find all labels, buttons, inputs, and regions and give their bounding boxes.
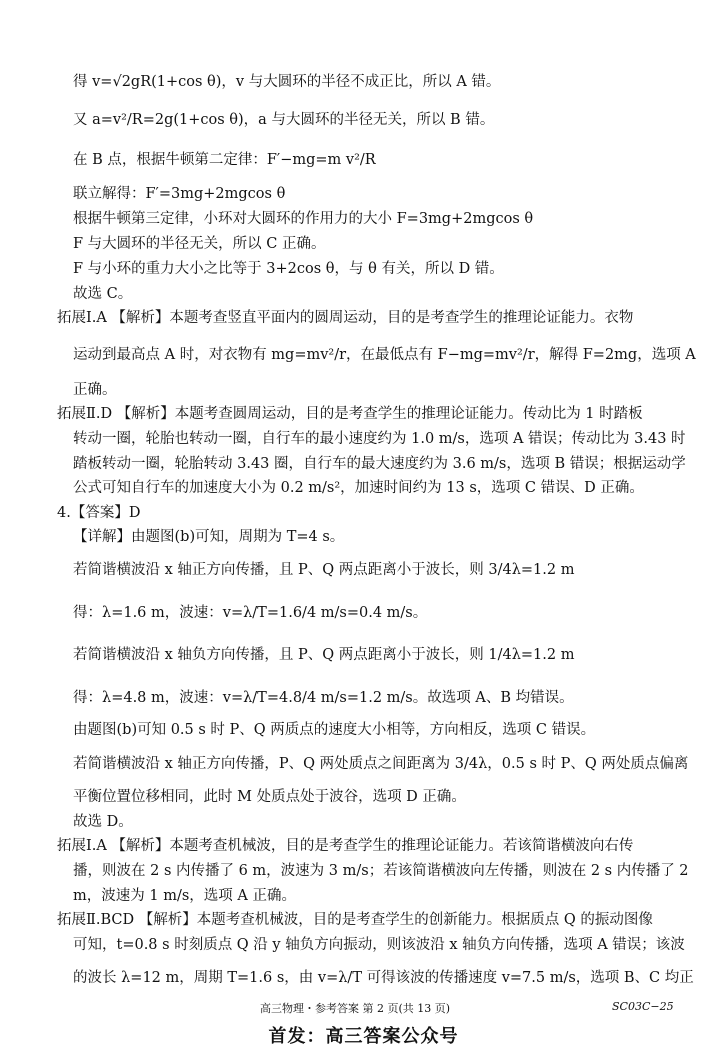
publisher-watermark: 首发：高三答案公众号 [268,1026,459,1047]
text-line: 根据牛顿第三定律，小环对大圆环的作用力的大小 F=3mg+2mgcos θ [73,211,534,227]
text-line: 得：λ=4.8 m，波速：v=λ/T=4.8/4 m/s=1.2 m/s。故选项 A、B 均错误。 [73,690,574,706]
text-line: 【详解】由题图(b)可知，周期为 T=4 s。 [73,529,345,545]
text-line: 公式可知自行车的加速度大小为 0.2 m/s²，加速时间约为 13 s，选项 C 错误、D 正确。 [73,480,644,496]
text-line: 拓展Ⅱ.D 【解析】本题考查圆周运动，目的是考查学生的推理论证能力。传动比为 1 时踏板 [57,406,643,422]
text-line: 的波长 λ=12 m，周期 T=1.6 s，由 v=λ/T 可得该波的传播速度 v=7.5 m/s，选项 B、C 均正 [73,970,694,986]
text-line: 在 B 点，根据牛顿第二定律：F′−mg=m v²/R [73,152,376,168]
text-line: 踏板转动一圈，轮胎转动 3.43 圈，自行车的最大速度约为 3.6 m/s，选项 B 错误；根据运动学 [73,456,686,472]
text-line: 得：λ=1.6 m，波速：v=λ/T=1.6/4 m/s=0.4 m/s。 [73,605,428,621]
text-line: 运动到最高点 A 时，对衣物有 mg=mv²/r，在最低点有 F−mg=mv²/r，解得 F=2mg，选项 A [73,347,696,363]
text-line: 拓展Ⅰ.A 【解析】本题考查竖直平面内的圆周运动，目的是考查学生的推理论证能力。衣物 [57,310,634,326]
footer-page-info: 高三物理・参考答案 第 2 页(共 13 页) [260,1002,451,1015]
text-line: 由题图(b)可知 0.5 s 时 P、Q 两质点的速度大小相等，方向相反，选项 C 错误。 [73,722,596,738]
text-line: 得 v=√2gR(1+cos θ)，v 与大圆环的半径不成正比，所以 A 错。 [73,74,501,90]
text-line: 若简谐横波沿 x 轴正方向传播，P、Q 两处质点之间距离为 3/4λ，0.5 s 时 P、Q 两处质点偏离 [73,756,689,772]
text-line: 故选 C。 [73,286,133,302]
text-line: 转动一圈，轮胎也转动一圈，自行车的最小速度约为 1.0 m/s，选项 A 错误；传动比为 3.43 时 [73,431,686,447]
text-line: 联立解得：F′=3mg+2mgcos θ [73,186,286,202]
text-line: 又 a=v²/R=2g(1+cos θ)，a 与大圆环的半径无关，所以 B 错。 [73,112,495,128]
text-line: F 与小环的重力大小之比等于 3+2cos θ，与 θ 有关，所以 D 错。 [73,261,504,277]
text-line: 可知，t=0.8 s 时刻质点 Q 沿 y 轴负方向振动，则该波沿 x 轴负方向传播，选项 A 错误；该波 [73,937,685,953]
text-line: 正确。 [73,382,117,398]
text-line: 平衡位置位移相同，此时 M 处质点处于波谷，选项 D 正确。 [73,789,466,805]
text-line: 故选 D。 [73,814,133,830]
footer-doc-code: SC03C−25 [612,1000,674,1013]
text-line: 拓展Ⅱ.BCD 【解析】本题考查机械波，目的是考查学生的创新能力。根据质点 Q 的振动图像 [57,912,653,928]
text-line: 4.【答案】D [57,505,141,521]
text-line: F 与大圆环的半径无关，所以 C 正确。 [73,236,326,252]
text-line: 播，则波在 2 s 内传播了 6 m，波速为 3 m/s；若该简谐横波向左传播，则波在 2 s 内传播了 2 [73,863,689,879]
text-line: 若简谐横波沿 x 轴正方向传播，且 P、Q 两点距离小于波长，则 3/4λ=1.2 m [73,562,575,578]
text-line: 若简谐横波沿 x 轴负方向传播，且 P、Q 两点距离小于波长，则 1/4λ=1.2 m [73,647,575,663]
text-line: m，波速为 1 m/s，选项 A 正确。 [73,888,296,904]
text-line: 拓展Ⅰ.A 【解析】本题考查机械波，目的是考查学生的推理论证能力。若该简谐横波向右传 [57,838,634,854]
